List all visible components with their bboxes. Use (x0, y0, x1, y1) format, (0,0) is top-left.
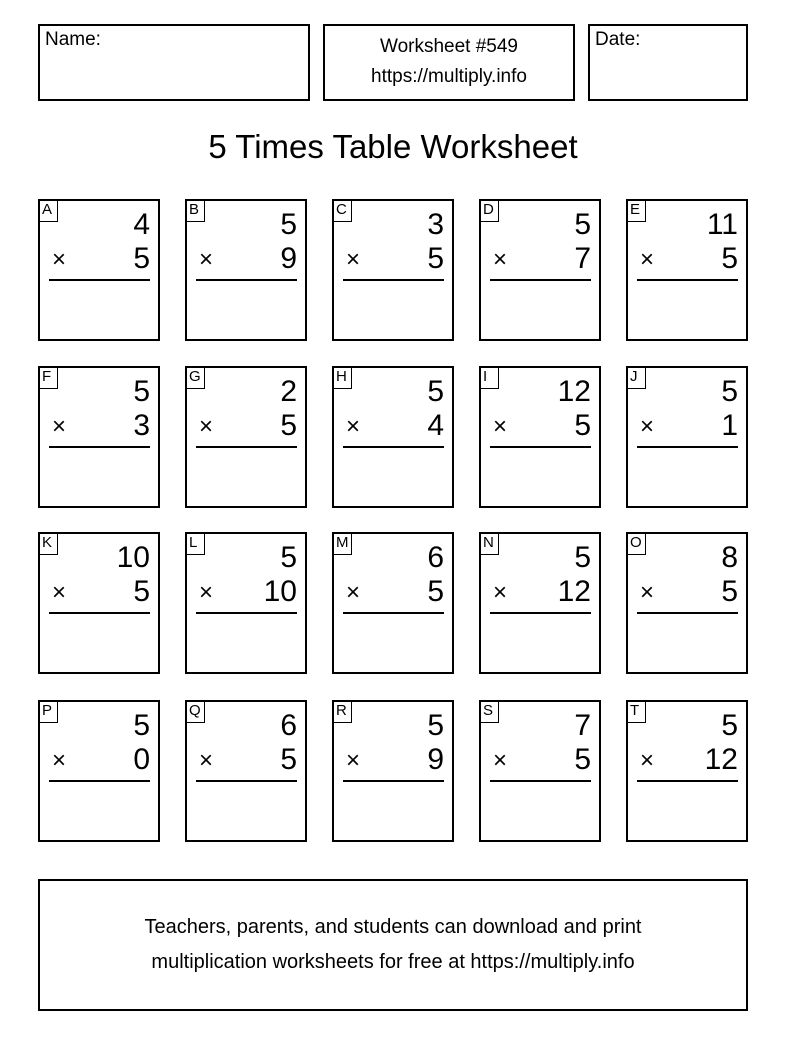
site-url: https://multiply.info (371, 66, 527, 87)
multiplier: 12 (704, 743, 738, 776)
problem-card[interactable] (38, 199, 160, 341)
times-sign: × (199, 579, 214, 606)
problem-card[interactable] (185, 366, 307, 508)
multiplicand: 6 (280, 709, 297, 742)
answer-line (196, 780, 297, 782)
problem-label: I (479, 366, 499, 389)
times-sign: × (346, 246, 361, 273)
multiplier: 5 (280, 743, 297, 776)
multiplier: 4 (427, 409, 444, 442)
answer-line (196, 446, 297, 448)
problem-card[interactable] (185, 700, 307, 842)
multiplier: 5 (721, 242, 738, 275)
times-sign: × (640, 246, 655, 273)
footer-line-2: multiplication worksheets for free at https://multiply.info (151, 951, 635, 973)
multiplier: 3 (133, 409, 150, 442)
multiplicand: 4 (133, 208, 150, 241)
times-sign: × (52, 747, 67, 774)
answer-line (49, 780, 150, 782)
multiplicand: 5 (133, 375, 150, 408)
problem-label: A (38, 199, 58, 222)
problem-label: G (185, 366, 205, 389)
problem-card[interactable] (38, 700, 160, 842)
problem-label: C (332, 199, 352, 222)
problem-card[interactable] (626, 366, 748, 508)
date-label: Date: (595, 29, 641, 50)
times-sign: × (640, 413, 655, 440)
answer-line (49, 279, 150, 281)
answer-line (343, 612, 444, 614)
times-sign: × (346, 747, 361, 774)
problem-card[interactable] (332, 700, 454, 842)
problem-card[interactable] (479, 366, 601, 508)
problem-card[interactable] (626, 532, 748, 674)
answer-line (490, 612, 591, 614)
multiplicand: 10 (116, 541, 150, 574)
problem-card[interactable] (626, 199, 748, 341)
problem-label: O (626, 532, 646, 555)
times-sign: × (199, 413, 214, 440)
times-sign: × (493, 579, 508, 606)
times-sign: × (493, 747, 508, 774)
problem-card[interactable] (38, 532, 160, 674)
multiplicand: 12 (557, 375, 591, 408)
multiplier: 5 (133, 575, 150, 608)
multiplier: 5 (574, 743, 591, 776)
problem-card[interactable] (479, 532, 601, 674)
multiplicand: 5 (133, 709, 150, 742)
multiplier: 5 (280, 409, 297, 442)
problem-label: F (38, 366, 58, 389)
multiplicand: 3 (427, 208, 444, 241)
answer-line (343, 780, 444, 782)
worksheet-number: Worksheet #549 (379, 36, 518, 57)
multiplier: 1 (721, 409, 738, 442)
answer-line (637, 279, 738, 281)
multiplicand: 5 (280, 208, 297, 241)
problem-card[interactable] (332, 532, 454, 674)
multiplicand: 5 (427, 375, 444, 408)
multiplier: 12 (557, 575, 591, 608)
times-sign: × (640, 747, 655, 774)
multiplicand: 5 (574, 208, 591, 241)
problem-label: J (626, 366, 646, 389)
problem-label: T (626, 700, 646, 723)
multiplier: 5 (427, 575, 444, 608)
multiplier: 0 (133, 743, 150, 776)
times-sign: × (346, 413, 361, 440)
times-sign: × (640, 579, 655, 606)
multiplicand: 8 (721, 541, 738, 574)
problem-card[interactable] (332, 366, 454, 508)
name-label: Name: (45, 29, 101, 50)
footer-line-1: Teachers, parents, and students can download and print (144, 916, 642, 938)
problem-label: L (185, 532, 205, 555)
multiplier: 7 (574, 242, 591, 275)
page-title: 5 Times Table Worksheet (208, 128, 578, 165)
name-field[interactable] (38, 24, 310, 101)
answer-line (490, 780, 591, 782)
problem-card[interactable] (185, 532, 307, 674)
answer-line (490, 279, 591, 281)
worksheet-info-box (323, 24, 575, 101)
multiplier: 9 (280, 242, 297, 275)
times-sign: × (493, 246, 508, 273)
answer-line (490, 446, 591, 448)
multiplicand: 5 (721, 375, 738, 408)
answer-line (49, 446, 150, 448)
multiplier: 5 (427, 242, 444, 275)
problem-card[interactable] (626, 700, 748, 842)
answer-line (196, 612, 297, 614)
answer-line (196, 279, 297, 281)
multiplier: 5 (133, 242, 150, 275)
multiplicand: 5 (280, 541, 297, 574)
date-field[interactable] (588, 24, 748, 101)
multiplicand: 2 (280, 375, 297, 408)
problem-label: H (332, 366, 352, 389)
multiplicand: 6 (427, 541, 444, 574)
problem-card[interactable] (38, 366, 160, 508)
problem-card[interactable] (479, 700, 601, 842)
problem-label: B (185, 199, 205, 222)
times-sign: × (52, 579, 67, 606)
problem-label: M (332, 532, 352, 555)
answer-line (637, 446, 738, 448)
problem-label: D (479, 199, 499, 222)
times-sign: × (346, 579, 361, 606)
multiplicand: 5 (427, 709, 444, 742)
multiplier: 9 (427, 743, 444, 776)
answer-line (343, 279, 444, 281)
multiplicand: 5 (574, 541, 591, 574)
multiplier: 5 (721, 575, 738, 608)
problem-label: S (479, 700, 499, 723)
problem-label: P (38, 700, 58, 723)
problem-card[interactable] (332, 199, 454, 341)
problem-label: R (332, 700, 352, 723)
answer-line (637, 780, 738, 782)
problem-grid (38, 199, 748, 842)
problem-card[interactable] (185, 199, 307, 341)
times-sign: × (52, 413, 67, 440)
problem-label: E (626, 199, 646, 222)
times-sign: × (52, 246, 67, 273)
problem-label: K (38, 532, 58, 555)
multiplicand: 11 (706, 208, 738, 241)
problem-label: N (479, 532, 499, 555)
problem-card[interactable] (479, 199, 601, 341)
times-sign: × (199, 747, 214, 774)
multiplier: 10 (263, 575, 297, 608)
multiplicand: 5 (721, 709, 738, 742)
times-sign: × (493, 413, 508, 440)
problem-label: Q (185, 700, 205, 723)
times-sign: × (199, 246, 214, 273)
answer-line (343, 446, 444, 448)
multiplier: 5 (574, 409, 591, 442)
footer-box (38, 879, 748, 1011)
answer-line (637, 612, 738, 614)
answer-line (49, 612, 150, 614)
multiplicand: 7 (574, 709, 591, 742)
